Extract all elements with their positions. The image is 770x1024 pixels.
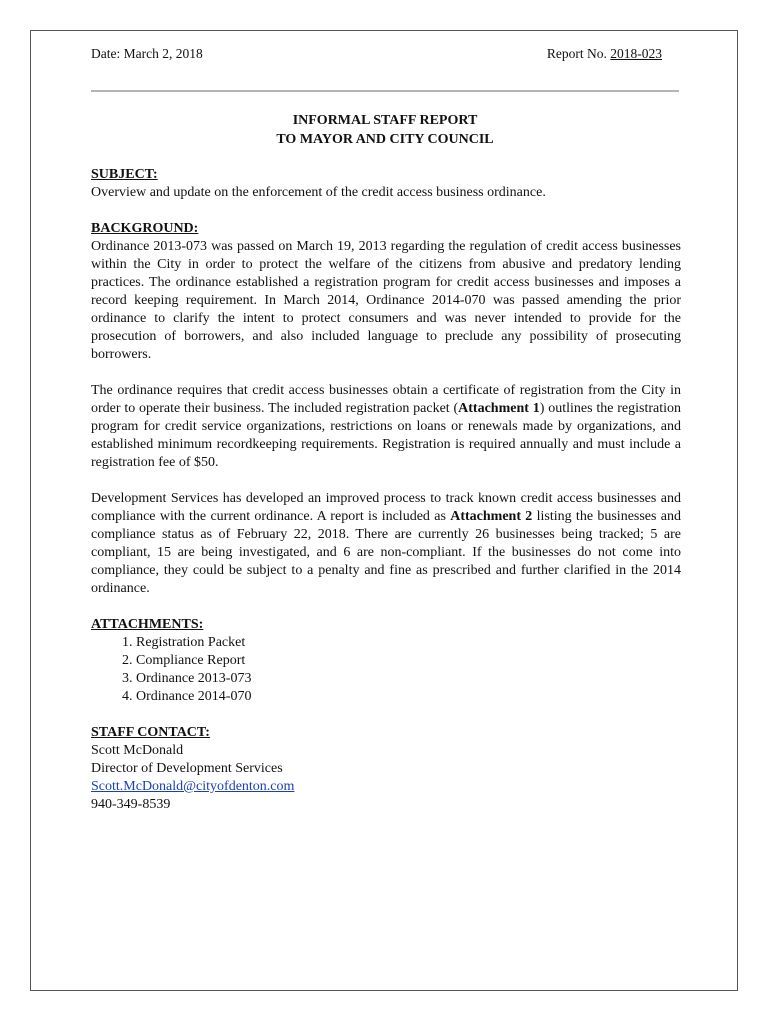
para2-text-b: ) outlines the registration program for credit service organizations, restrictions on loans or renewals made by organizations, and established minimum recordkeeping requirements. Registration is required annually and must include a registration fee of $50. bbox=[91, 401, 682, 470]
subject-heading: SUBJECT: bbox=[91, 167, 158, 182]
contact-phone: 940-349-8539 bbox=[91, 797, 171, 812]
report-header bbox=[91, 46, 662, 62]
para3-text-a: Development Services has developed an improved process to track known credit access businesses and compliance with the current ordinance. A report is included as bbox=[91, 491, 681, 524]
background-paragraph-1: Ordinance 2013-073 was passed on March 19, 2013 regarding the regulation of credit access businesses within the City in order to protect the welfare of the citizens from abusive and predatory lending practices. The ordinance established a registration program for credit access businesses and imposes a record keeping requirement. In March 2014, Ordinance 2014-070 was passed amending the prior ordinance to clarify the intent to protect consumers and was never intended to provide for the prosecution of borrowers, and also included language to preclude any possibility of prosecuting borrowers. bbox=[91, 239, 681, 362]
attachments-list bbox=[91, 634, 681, 706]
background-heading: BACKGROUND: bbox=[91, 221, 199, 236]
attachment-item: 1. Registration Packet bbox=[136, 634, 681, 652]
report-number-label bbox=[547, 46, 662, 62]
attachment-2-ref: Attachment 2 bbox=[450, 509, 533, 524]
contact-email-link[interactable]: Scott.McDonald@cityofdenton.com bbox=[91, 779, 295, 794]
attachment-item: 3. Ordinance 2013-073 bbox=[136, 670, 681, 688]
attachment-1-ref: Attachment 1 bbox=[458, 401, 540, 416]
title-line-1: INFORMAL STAFF REPORT bbox=[292, 113, 478, 128]
report-body bbox=[91, 166, 681, 814]
background-paragraph-3 bbox=[91, 490, 681, 598]
header-divider bbox=[91, 90, 679, 92]
para3-text-b: listing the businesses and compliance status as of February 22, 2018. There are currently 26 businesses being tracked; 5 are compliant, 15 are being investigated, and 6 are non-compliant. If the businesses do not come into compliance, they could be subject to a penalty and fine as prescribed and further clarified in the 2014 ordinance. bbox=[91, 509, 681, 596]
contact-title: Director of Development Services bbox=[91, 761, 283, 776]
attachment-item: 4. Ordinance 2014-070 bbox=[136, 688, 681, 706]
attachments-heading: ATTACHMENTS: bbox=[91, 617, 204, 632]
report-number-prefix: Report No. bbox=[546, 46, 611, 61]
background-paragraph-2 bbox=[91, 382, 681, 472]
report-title bbox=[91, 111, 679, 149]
report-number: 2018-023 bbox=[610, 46, 662, 61]
staff-contact-heading: STAFF CONTACT: bbox=[91, 725, 210, 740]
contact-name: Scott McDonald bbox=[91, 743, 184, 758]
title-line-2: TO MAYOR AND CITY COUNCIL bbox=[276, 132, 494, 147]
attachment-item: 2. Compliance Report bbox=[136, 652, 681, 670]
report-date: Date: March 2, 2018 bbox=[91, 46, 203, 61]
subject-text: Overview and update on the enforcement of the credit access business ordinance. bbox=[91, 185, 546, 200]
para2-text-a: The ordinance requires that credit access businesses obtain a certificate of registration from the City in order to operate their business. The included registration packet ( bbox=[91, 383, 681, 416]
